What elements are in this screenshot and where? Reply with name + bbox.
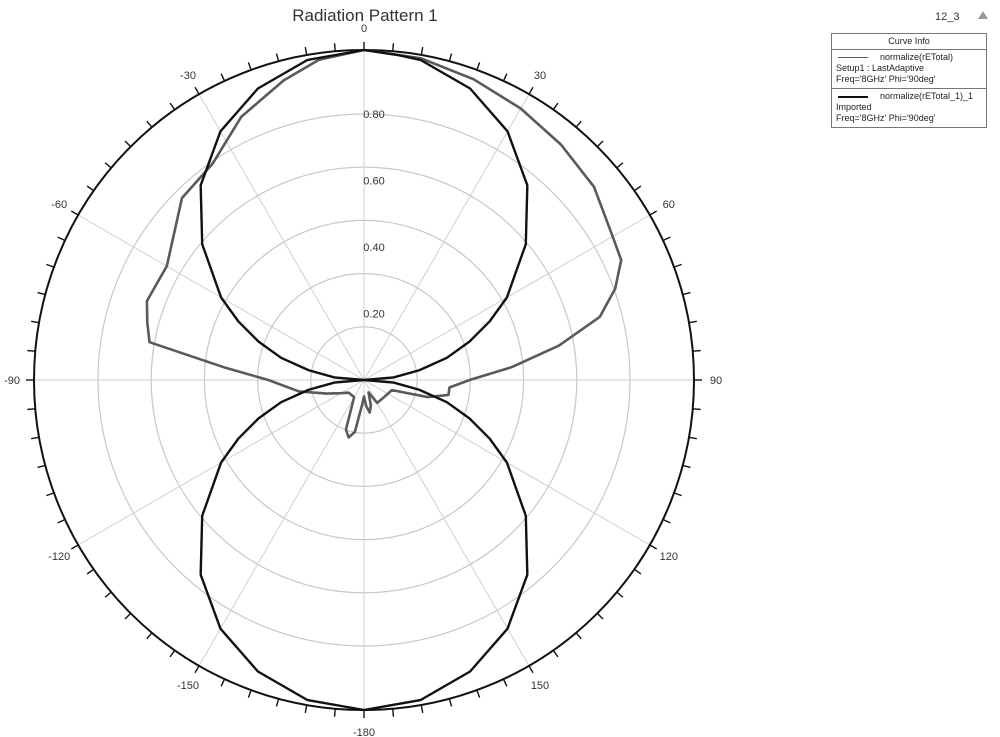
angle-tick xyxy=(663,237,670,240)
angle-tick-label: 90 xyxy=(709,375,723,387)
angle-tick xyxy=(305,47,306,55)
angle-tick xyxy=(170,103,175,110)
legend-header: Curve Info xyxy=(832,34,986,50)
angle-tick xyxy=(421,705,422,713)
angle-tick xyxy=(38,465,46,467)
angle-tick xyxy=(529,87,533,94)
angle-tick xyxy=(248,690,251,698)
angle-tick-label: 0 xyxy=(360,23,368,35)
angle-tick xyxy=(597,141,603,147)
angle-tick xyxy=(449,54,451,62)
angle-tick xyxy=(576,121,581,127)
legend-setup: Setup1 : LastAdaptive xyxy=(836,63,925,73)
angle-tick xyxy=(634,569,641,574)
angle-tick xyxy=(674,493,682,496)
angle-tick-label: -150 xyxy=(176,679,200,692)
angle-tick xyxy=(689,437,697,438)
angle-tick xyxy=(248,62,251,70)
angle-tick-label: 120 xyxy=(659,551,678,563)
angle-tick-label: 150 xyxy=(530,679,550,692)
angle-tick xyxy=(617,592,623,597)
angle-tick xyxy=(305,705,306,713)
angle-tick xyxy=(683,293,691,295)
angle-tick xyxy=(529,666,533,673)
angle-tick-label: -60 xyxy=(51,199,68,211)
angle-tick xyxy=(147,633,152,639)
angle-tick xyxy=(693,409,701,410)
angle-tick xyxy=(125,141,131,147)
angle-tick xyxy=(674,264,682,267)
angle-tick xyxy=(335,709,336,717)
angle-tick xyxy=(221,679,224,686)
angle-tick xyxy=(105,592,111,597)
angle-tick-label: 60 xyxy=(662,199,675,211)
angle-tick xyxy=(58,519,65,522)
angle-tick xyxy=(277,699,279,707)
radial-tick-label: 0.20 xyxy=(363,308,385,321)
grid-spoke xyxy=(364,94,529,380)
angle-tick xyxy=(221,74,224,81)
angle-tick xyxy=(663,519,670,522)
angle-tick-label: 30 xyxy=(533,70,547,83)
angle-tick xyxy=(477,62,480,70)
angle-tick-label: -180 xyxy=(352,727,376,737)
radial-tick-label: 0.60 xyxy=(363,175,385,188)
legend-setup: Imported xyxy=(836,102,872,112)
angle-tick xyxy=(38,293,46,295)
chart-title: Radiation Pattern 1 xyxy=(292,6,438,25)
radial-tick-label: 0.80 xyxy=(363,109,385,121)
angle-tick xyxy=(195,87,199,94)
angle-tick-label: -90 xyxy=(4,375,20,387)
grid-spoke xyxy=(199,380,364,666)
angle-tick xyxy=(277,54,279,62)
angle-tick xyxy=(31,437,39,438)
angle-tick xyxy=(27,351,35,352)
angle-tick xyxy=(125,613,131,619)
grid-spoke xyxy=(199,94,364,380)
angle-tick xyxy=(87,569,94,574)
legend-freq: Freq='8GHz' Phi='90deg' xyxy=(836,74,936,84)
angle-tick xyxy=(617,163,623,168)
angle-tick xyxy=(503,679,506,686)
angle-tick xyxy=(393,43,394,51)
angle-tick xyxy=(650,545,657,549)
angle-tick xyxy=(46,493,54,496)
angle-tick xyxy=(449,699,451,707)
angle-tick xyxy=(597,613,603,619)
angle-tick xyxy=(87,186,94,191)
angle-tick xyxy=(31,321,39,322)
grid-spoke xyxy=(364,380,529,666)
angle-tick xyxy=(683,465,691,467)
angle-tick xyxy=(693,351,701,352)
angle-tick xyxy=(421,47,422,55)
angle-tick xyxy=(170,650,175,657)
angle-tick xyxy=(634,186,641,191)
angle-tick xyxy=(58,237,65,240)
angle-tick xyxy=(576,633,581,639)
angle-tick-label: -120 xyxy=(48,551,71,563)
angle-tick-label: -30 xyxy=(180,70,196,83)
legend-series-name: normalize(rETotal_1)_1 xyxy=(880,91,974,101)
angle-tick xyxy=(147,121,152,127)
angle-tick xyxy=(553,650,558,657)
angle-tick xyxy=(553,103,558,110)
angle-tick xyxy=(503,74,506,81)
angle-tick xyxy=(650,211,657,215)
angle-tick xyxy=(71,211,78,215)
angle-tick xyxy=(689,321,697,322)
angle-tick xyxy=(105,163,111,168)
angle-tick xyxy=(477,690,480,698)
legend-series-name: normalize(rETotal) xyxy=(880,52,954,62)
angle-tick xyxy=(393,709,394,717)
angle-tick xyxy=(335,43,336,51)
angle-tick xyxy=(46,264,54,267)
angle-tick xyxy=(195,666,199,673)
page-id-label: 12_3 xyxy=(935,11,960,23)
legend-freq: Freq='8GHz' Phi='90deg' xyxy=(836,113,936,123)
radial-tick-label: 0.40 xyxy=(363,242,385,254)
angle-tick xyxy=(27,409,35,410)
angle-tick xyxy=(71,545,78,549)
